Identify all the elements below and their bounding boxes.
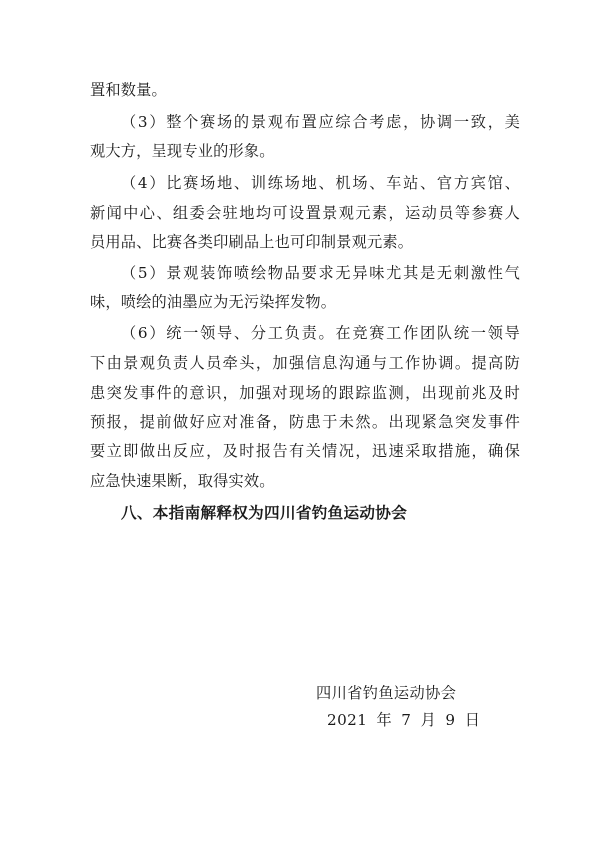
paragraph-line: 新闻中心、组委会驻地均可设置景观元素，运动员等参赛人 <box>90 204 520 222</box>
paragraph-line: 观大方，呈现专业的形象。 <box>90 142 275 160</box>
paragraph-line: 味，喷绘的油墨应为无污染挥发物。 <box>90 293 337 311</box>
paragraph-line: 应急快速果断，取得实效。 <box>90 472 275 490</box>
paragraph-line: （4）比赛场地、训练场地、机场、车站、官方宾馆、 <box>121 174 520 192</box>
section-heading: 八、本指南解释权为四川省钓鱼运动协会 <box>121 504 408 522</box>
paragraph-line: （6）统一领导、分工负责。在竞赛工作团队统一领导 <box>121 324 520 342</box>
paragraph-line: 要立即做出反应，及时报告有关情况，迅速采取措施，确保 <box>90 442 520 460</box>
paragraph-line: 置和数量。 <box>90 81 167 99</box>
paragraph-line: 下由景观负责人员牵头，加强信息沟通与工作协调。提高防 <box>90 354 520 372</box>
signature-date: 2021 年 7 月 9 日 <box>327 711 481 729</box>
paragraph-line: 员用品、比赛各类印刷品上也可印制景观元素。 <box>90 233 414 251</box>
paragraph-line: （5）景观装饰喷绘物品要求无异味尤其是无刺激性气 <box>121 264 520 282</box>
paragraph-line: （3）整个赛场的景观布置应综合考虑，协调一致，美 <box>121 113 520 131</box>
paragraph-line: 预报，提前做好应对准备，防患于未然。出现紧急突发事件 <box>90 413 520 431</box>
paragraph-line: 患突发事件的意识，加强对现场的跟踪监测，出现前兆及时 <box>90 384 520 402</box>
signature-organization: 四川省钓鱼运动协会 <box>316 684 457 702</box>
